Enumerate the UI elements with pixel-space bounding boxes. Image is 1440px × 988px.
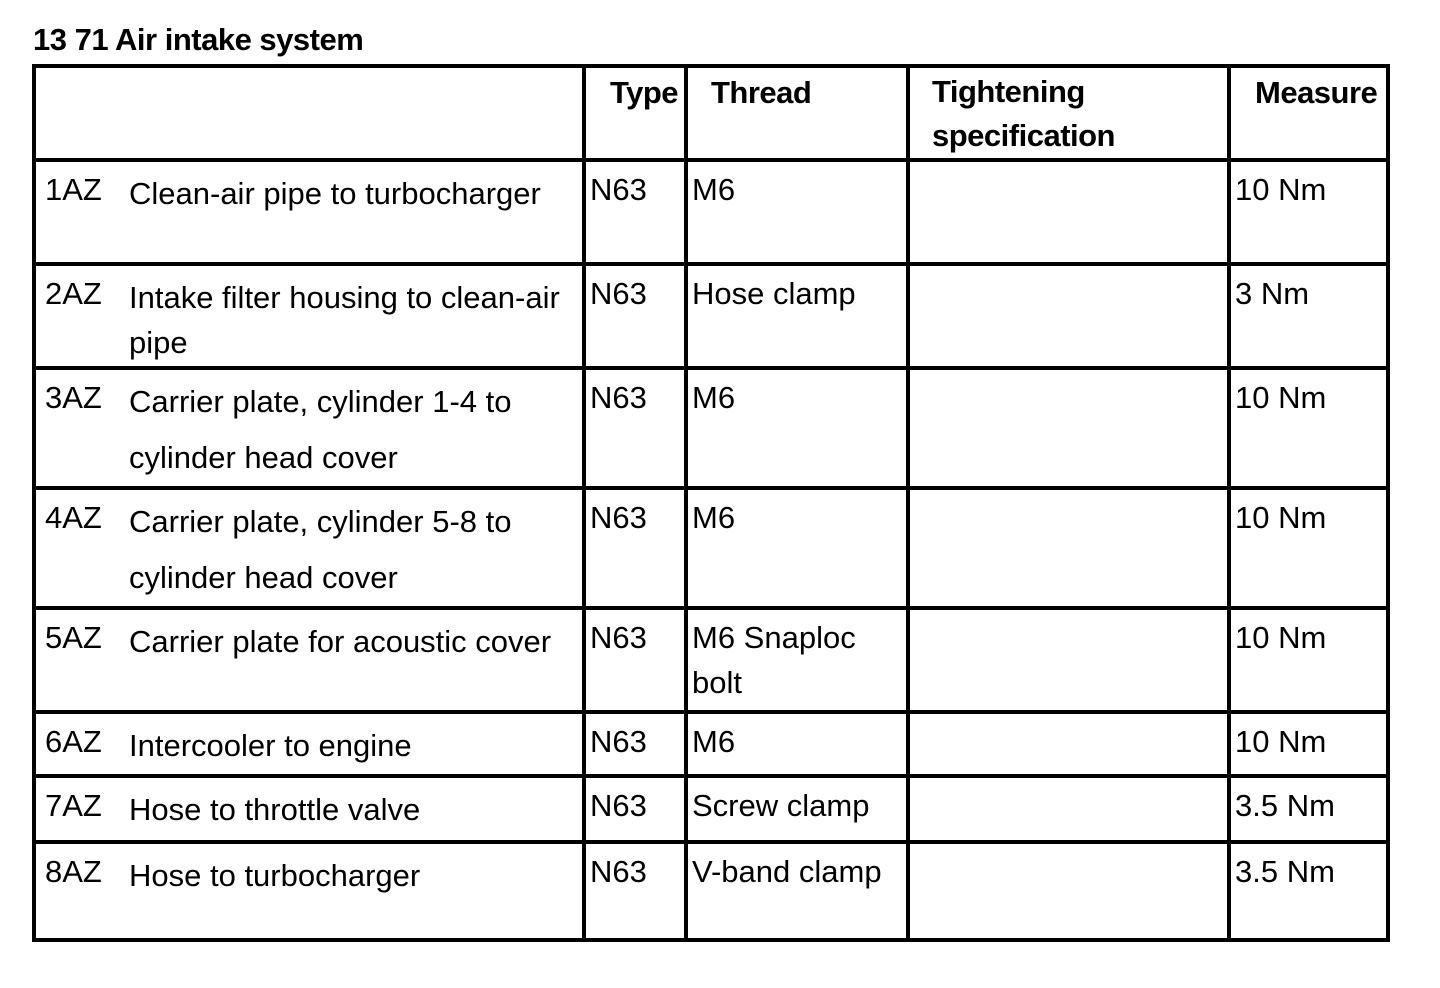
header-description [34, 66, 584, 160]
table-row [34, 776, 1388, 842]
thread-cell: M6 [686, 368, 908, 488]
item-code: 5AZ [45, 620, 102, 655]
tightening-cell [908, 264, 1229, 368]
table-row [34, 842, 1388, 940]
header-thread: Thread [686, 66, 908, 160]
type-cell: N63 [584, 608, 686, 712]
table-row [34, 488, 1388, 608]
header-measure: Measure [1229, 66, 1388, 160]
item-code: 4AZ [45, 500, 102, 535]
item-description: Hose to turbocharger [129, 858, 421, 893]
item-code: 6AZ [45, 724, 102, 759]
thread-cell: M6 Snaploc bolt [686, 608, 908, 712]
measure-cell: 10 Nm [1229, 608, 1388, 712]
item-description: Carrier plate, cylinder 1-4 to cylinder head cover [129, 384, 512, 475]
item-code: 3AZ [45, 380, 102, 415]
description-cell [34, 160, 584, 264]
thread-cell: M6 [686, 160, 908, 264]
item-code: 2AZ [45, 276, 102, 311]
item-code: 8AZ [45, 854, 102, 889]
tightening-cell [908, 160, 1229, 264]
tightening-cell [908, 776, 1229, 842]
tightening-spec-table [32, 64, 1390, 942]
table-row [34, 368, 1388, 488]
measure-cell: 10 Nm [1229, 368, 1388, 488]
item-code: 1AZ [45, 172, 102, 207]
type-cell: N63 [584, 842, 686, 940]
table-header-row [34, 66, 1388, 160]
tightening-cell [908, 712, 1229, 776]
item-description: Clean-air pipe to turbocharger [129, 176, 541, 211]
thread-cell: Screw clamp [686, 776, 908, 842]
thread-cell: M6 [686, 712, 908, 776]
header-type: Type [584, 66, 686, 160]
type-cell: N63 [584, 488, 686, 608]
type-cell: N63 [584, 776, 686, 842]
item-description: Carrier plate for acoustic cover [129, 624, 552, 659]
description-cell [34, 264, 584, 368]
tightening-cell [908, 842, 1229, 940]
item-code: 7AZ [45, 788, 102, 823]
table-row [34, 712, 1388, 776]
type-cell: N63 [584, 368, 686, 488]
description-cell [34, 776, 584, 842]
thread-cell: M6 [686, 488, 908, 608]
table-row [34, 264, 1388, 368]
item-description: Carrier plate, cylinder 5-8 to cylinder head cover [129, 504, 512, 595]
measure-cell: 10 Nm [1229, 160, 1388, 264]
type-cell: N63 [584, 712, 686, 776]
description-cell [34, 842, 584, 940]
measure-cell: 3.5 Nm [1229, 842, 1388, 940]
description-cell [34, 488, 584, 608]
table-row [34, 608, 1388, 712]
measure-cell: 3.5 Nm [1229, 776, 1388, 842]
description-cell [34, 368, 584, 488]
type-cell: N63 [584, 160, 686, 264]
tightening-cell [908, 488, 1229, 608]
item-description: Intercooler to engine [129, 728, 412, 763]
section-title: 13 71 Air intake system [33, 22, 364, 57]
item-description: Intake filter housing to clean-air pipe [129, 280, 560, 360]
table-row [34, 160, 1388, 264]
tightening-cell [908, 368, 1229, 488]
measure-cell: 10 Nm [1229, 488, 1388, 608]
measure-cell: 3 Nm [1229, 264, 1388, 368]
item-description: Hose to throttle valve [129, 792, 421, 827]
tightening-cell [908, 608, 1229, 712]
description-cell [34, 712, 584, 776]
description-cell [34, 608, 584, 712]
thread-cell: Hose clamp [686, 264, 908, 368]
type-cell: N63 [584, 264, 686, 368]
header-tightening-specification: Tightening specification [908, 66, 1229, 160]
thread-cell: V-band clamp [686, 842, 908, 940]
measure-cell: 10 Nm [1229, 712, 1388, 776]
